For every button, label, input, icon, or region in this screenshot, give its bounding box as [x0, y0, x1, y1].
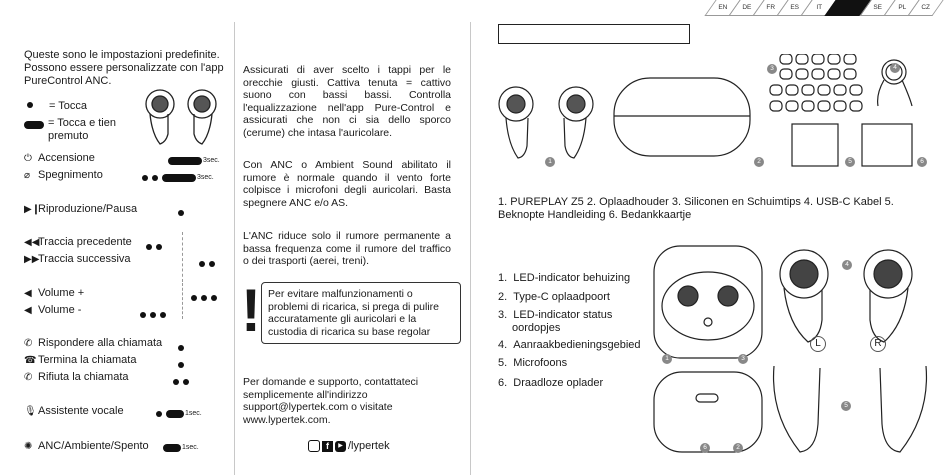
- callout-number: 5: [841, 401, 851, 411]
- part-list-item: 3. LED-indicator status oordopjes: [498, 309, 613, 334]
- lang-tab: ES: [776, 0, 812, 16]
- lang-tab: DE: [728, 0, 764, 16]
- part-list-item: 4. Aanraakbedieningsgebied: [498, 339, 641, 351]
- lang-tab: CZ: [907, 0, 943, 16]
- row-end: ☎ Termina la chiamata: [24, 354, 137, 366]
- callout-number: 1: [662, 354, 672, 364]
- facebook-icon: f: [322, 441, 333, 452]
- row-play-pause: ▶❙Riproduzione/Pausa: [24, 203, 138, 215]
- callout-number: 2: [733, 443, 743, 453]
- social-handle: f ▶ /lypertek: [308, 440, 390, 452]
- support-text: Per domande e supporto, contattateci semplicemente all'indirizzo support@lypertek.com o visitate www.lypertek.com.: [243, 376, 419, 426]
- part-list-item: 2. Type-C oplaadpoort: [498, 291, 610, 303]
- callout-number: 4: [890, 63, 900, 73]
- lang-tab: SE: [859, 0, 895, 16]
- callout-number: 1: [545, 157, 555, 167]
- part-list-item: 6. Draadloze oplader: [498, 377, 604, 389]
- row-vol-up: ◀ Volume +: [24, 287, 85, 299]
- row-vol-down: ◀ Volume -: [24, 304, 82, 316]
- callout-number: 3: [767, 64, 777, 74]
- row-reject: ✆ Rifiuta la chiamata: [24, 371, 129, 383]
- column-divider: [234, 22, 235, 475]
- prev-gesture: [146, 238, 166, 256]
- warning-icon: !: [241, 277, 261, 344]
- assistant-gesture: 1sec.: [156, 405, 202, 423]
- row-prev: ◀◀Traccia precedente: [24, 236, 132, 248]
- callout-number: 2: [754, 157, 764, 167]
- legend-hold: = Tocca e tien premuto: [24, 116, 144, 134]
- column-divider: [470, 22, 471, 475]
- power-off-gesture: 3sec.: [142, 169, 214, 187]
- part-list-item: 5. Microfoons: [498, 357, 568, 369]
- reject-gesture: [173, 373, 193, 391]
- lang-tab: FR: [752, 0, 788, 16]
- lang-tab: IT: [800, 0, 836, 16]
- youtube-icon: ▶: [335, 441, 346, 452]
- callout-number: 3: [738, 354, 748, 364]
- legend-tap: = Tocca: [27, 96, 87, 114]
- next-gesture: [199, 255, 219, 273]
- callout-number: 6: [917, 157, 927, 167]
- play-gesture: [178, 204, 188, 222]
- separator: [182, 232, 184, 282]
- row-next: ▶▶Traccia successiva: [24, 253, 131, 265]
- vol-up-gesture: [191, 289, 221, 307]
- part-list-item: 1. LED-indicator behuizing: [498, 272, 631, 284]
- left-earbud-label: L: [810, 336, 826, 352]
- vol-down-gesture: [140, 306, 170, 324]
- title-box: [498, 24, 690, 44]
- power-on-gesture: 3sec.: [168, 152, 220, 170]
- lang-tab: PL: [883, 0, 919, 16]
- row-power-off: ⌀ Spegnimento: [24, 169, 103, 181]
- row-anc: ✺ ANC/Ambiente/Spento: [24, 440, 149, 452]
- package-contents-list: 1. PUREPLAY Z5 2. Oplaadhouder 3. Siliconen en Schuimtips 4. USB-C Kabel 5. Beknopte Handleiding 6. Bedankkaartje: [498, 196, 894, 221]
- language-tabs: [711, 0, 938, 16]
- anc-gesture: 1sec.: [163, 439, 199, 457]
- row-answer: ✆ Rispondere alla chiamata: [24, 337, 163, 349]
- intro-text: Queste sono le impostazioni predefinite. Possono essere personalizzate con l'app PureControl ANC.: [24, 49, 224, 87]
- separator: [182, 283, 184, 319]
- warning-box: Per evitare malfunzionamenti o problemi di ricarica, si prega di pulire accuratamente gli auricolari e la custodia di ricarica su base regolar: [261, 282, 461, 344]
- callout-number: 4: [842, 260, 852, 270]
- paragraph-wind: Con ANC o Ambient Sound abilitato il rumore è normale quando il vento forte colpisce i microfoni degli auricolari. Basta spegnere ANC e/o AS.: [243, 159, 451, 209]
- earbuds-illustration: [138, 84, 224, 152]
- parts-diagram-illustration: [650, 244, 940, 456]
- row-assistant: 🎙Assistente vocale: [24, 405, 124, 417]
- row-power-on: ⏻ Accensione: [24, 152, 95, 164]
- paragraph-fit: Assicurati di aver scelto i tappi per le orecchie giusti. Cattiva tenuta = cattivo suono con bassi bassi. Controlla l'equalizzazione nell'app Pure-Control e assicurati che non ci sia dello sporco (cerume) che intasa l'auricolare.: [243, 64, 451, 139]
- callout-number: 6: [700, 443, 710, 453]
- lang-tab: EN: [704, 0, 740, 16]
- package-contents-illustration: [490, 54, 930, 174]
- end-gesture: [178, 356, 188, 374]
- right-earbud-label: R: [870, 336, 886, 352]
- answer-gesture: [178, 339, 188, 357]
- instagram-icon: [308, 440, 320, 452]
- callout-number: 5: [845, 157, 855, 167]
- paragraph-anc: L'ANC riduce solo il rumore permanente a bassa frequenza come il rumore del traffico o dei trasporti (aerei, treni).: [243, 230, 451, 267]
